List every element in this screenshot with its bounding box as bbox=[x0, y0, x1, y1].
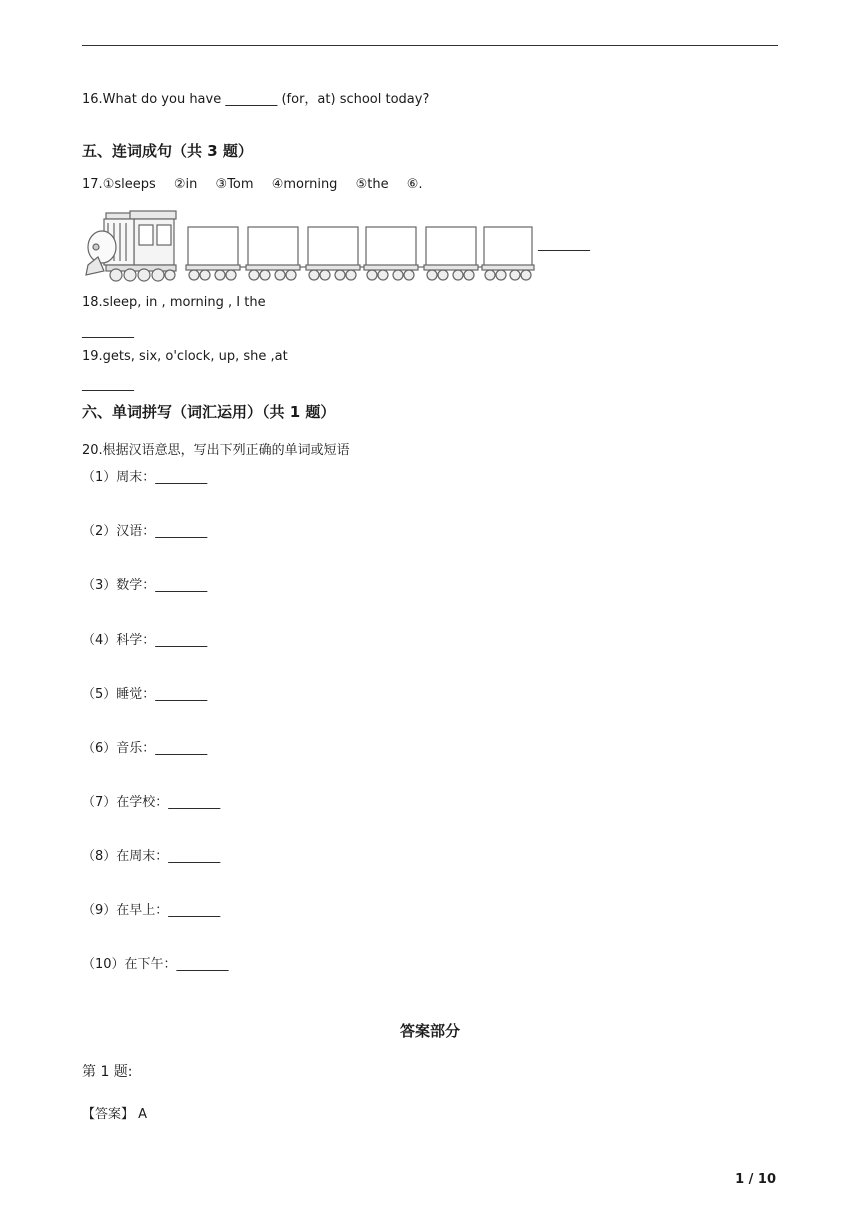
vocab-item-4: （4）科学：________ bbox=[82, 633, 208, 648]
question-18: 18.sleep, in , morning , I the bbox=[82, 295, 266, 310]
question-17 bbox=[82, 177, 423, 192]
train-illustration bbox=[84, 209, 536, 283]
question-20-prompt: 20.根据汉语意思，写出下列正确的单词或短语 bbox=[82, 443, 350, 458]
vocab-item-1: （1）周末：________ bbox=[82, 470, 208, 485]
answer-blank-19: ________ bbox=[82, 377, 134, 392]
vocab-item-5: （5）睡觉：________ bbox=[82, 687, 208, 702]
word-3: ③Tom bbox=[215, 177, 254, 192]
header-rule bbox=[82, 45, 778, 46]
vocab-item-7: （7）在学校：________ bbox=[82, 795, 221, 810]
section-5-heading: 五、连词成句（共 3 题） bbox=[82, 142, 253, 160]
page-number: 1 / 10 bbox=[735, 1172, 776, 1187]
question-19: 19.gets, six, o'clock, up, she ,at bbox=[82, 349, 288, 364]
section-6-heading: 六、单词拼写（词汇运用）（共 1 题） bbox=[82, 403, 336, 421]
question-16: 16.What do you have ________ (for，at) school today? bbox=[82, 92, 430, 107]
word-5: ⑤the bbox=[355, 177, 389, 192]
vocab-item-6: （6）音乐：________ bbox=[82, 741, 208, 756]
answer-q1-label: 第 1 题: bbox=[82, 1064, 133, 1080]
answer-q1-value: 【答案】 A bbox=[82, 1107, 148, 1122]
word-2: ②in bbox=[173, 177, 198, 192]
vocab-item-3: （3）数学：________ bbox=[82, 578, 208, 593]
vocab-item-8: （8）在周末：________ bbox=[82, 849, 221, 864]
answer-section-title: 答案部分 bbox=[399, 1022, 460, 1040]
word-4: ④morning bbox=[271, 177, 338, 192]
vocab-item-9: （9）在早上：________ bbox=[82, 903, 221, 918]
answer-blank-17: ________ bbox=[538, 237, 590, 252]
word-6: ⑥. bbox=[406, 177, 423, 192]
vocab-item-2: （2）汉语：________ bbox=[82, 524, 208, 539]
word-1: ①sleeps bbox=[102, 177, 156, 192]
answer-blank-18: ________ bbox=[82, 324, 134, 339]
vocab-item-10: （10）在下午：________ bbox=[82, 957, 229, 972]
question-17-number: 17. bbox=[82, 177, 103, 192]
